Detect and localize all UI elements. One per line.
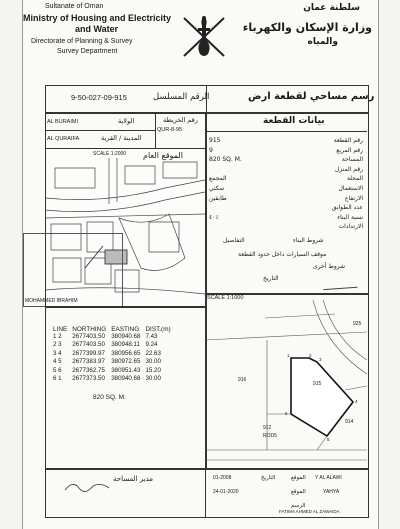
drawn-by-name: YAHYA	[323, 489, 340, 495]
detail-map-scale: SCALE 1:1000	[207, 295, 244, 301]
coordinates-table	[53, 326, 176, 383]
plot-data-label: المحلة	[346, 175, 363, 183]
plot-data-title: بيانات القطعة	[263, 116, 325, 126]
sig-date-2: 24-01-2020	[213, 489, 239, 495]
village-label: المدينة / القرية	[101, 134, 142, 142]
plot-data-label: رقم القطعة	[333, 137, 363, 144]
coord-header: NORTHING	[72, 326, 107, 333]
coord-cell: 2677383.97	[72, 358, 105, 366]
plot-main-number: 915	[313, 381, 322, 387]
coord-cell: 6 1	[53, 375, 62, 383]
coord-cell: 2677399.97	[72, 349, 105, 357]
coord-header: LINE	[53, 326, 68, 333]
coord-cell: 5 6	[53, 366, 62, 374]
plot-data-row	[209, 185, 363, 195]
coord-cell: 2677373.50	[72, 375, 105, 383]
vertex-6: 6	[285, 411, 288, 416]
date-label: التاريخ	[263, 275, 279, 282]
plot-data-value: 820 SQ. M.	[209, 156, 242, 164]
coord-header: EASTING	[111, 326, 140, 333]
ministry-ar-line1: وزارة الإسكان والكهرباء	[242, 21, 372, 34]
coord-cell: 1 2	[53, 333, 62, 340]
manager-signature-icon	[63, 478, 113, 494]
coord-cell: 380972.65	[111, 358, 141, 366]
owner-name: MOHAMMED IBRAHIM	[25, 298, 78, 304]
coord-header: DIST.(m)	[145, 326, 171, 333]
coordinates-area: 820 SQ. M.	[93, 394, 126, 401]
plot-data-value: ٤٠٪	[209, 213, 219, 221]
coord-cell: 380940.68	[111, 333, 141, 340]
plot-data-value: 9	[209, 146, 213, 154]
checked-by-name: Y AL ALAWI	[315, 475, 342, 481]
coord-cell: 22.63	[145, 349, 161, 357]
plot-ne-number: 925	[353, 321, 362, 327]
coord-cell: 380948.11	[111, 341, 140, 349]
sig-date-1: 01-2008	[213, 475, 232, 481]
coord-cell: 380951.43	[111, 366, 141, 374]
coord-row	[53, 341, 176, 349]
oman-khanjar-emblem-icon	[178, 10, 230, 62]
sig-label-3: الرسم	[291, 503, 306, 509]
plot-south-number: 912	[263, 425, 272, 431]
department-en: Survey Department	[57, 48, 118, 55]
directorate-en: Directorate of Planning & Survey	[31, 38, 133, 45]
plot-data-label: عدد الطوابق	[331, 204, 363, 212]
plot-east-number: 914	[345, 419, 354, 425]
plot-data-label: المساحة	[341, 156, 363, 164]
survey-manager-label: مدير المساحة	[113, 475, 154, 483]
plot-west-number: 916	[238, 377, 247, 383]
coord-cell: 30.00	[145, 358, 161, 366]
coord-row	[53, 367, 176, 375]
coord-cell: 30.00	[145, 375, 161, 383]
plot-data-label: الارتفاع	[344, 194, 363, 202]
survey-sheet	[22, 0, 379, 529]
ministry-ar-line2: والمياه	[307, 37, 338, 47]
plot-data-row	[209, 147, 363, 157]
plot-data-row	[209, 223, 363, 233]
coord-cell: 380940.68	[111, 375, 141, 383]
vertex-3: 3	[319, 357, 322, 362]
plot-data-label: الاستعمال	[338, 184, 363, 192]
general-location-title: الموقع العام	[143, 151, 183, 160]
plot-data-row	[209, 214, 363, 224]
vertex-5: 5	[327, 437, 330, 442]
plot-data-value: سكني	[209, 184, 225, 192]
coord-cell: 4 5	[53, 358, 62, 366]
vertex-2: 2	[309, 353, 312, 358]
vertex-1: 1	[287, 353, 290, 358]
country-ar: سلطنة عمان	[303, 3, 360, 13]
plot-data-value: طابقين	[209, 194, 227, 202]
small-map-scale: SCALE 1:2000	[93, 151, 127, 157]
plot-data-rows	[209, 137, 363, 233]
coord-row	[53, 333, 176, 341]
stamp-scribble	[323, 277, 358, 290]
serial-number: 9-50-027-09-915	[71, 93, 127, 102]
serial-label: الرقم المسلسل	[153, 92, 210, 102]
map-ref-value: QUR-8-95	[157, 127, 183, 133]
pasted-owner-slip	[23, 233, 123, 307]
detail-plot-drawing	[205, 300, 367, 468]
sheet-title: رسم مساحي لقطعة ارض	[248, 91, 375, 102]
plot-data-row	[209, 195, 363, 205]
coord-cell: 2677403.50	[72, 341, 105, 349]
coord-cell: 7.43	[145, 333, 158, 340]
coord-cell: 9.24	[145, 341, 158, 349]
parking-note: موقف السيارات داخل حدود القطعة	[238, 251, 327, 258]
build-conditions: شروط البناء	[293, 237, 324, 244]
plot-data-label: الارتدادات	[338, 223, 363, 231]
coord-row	[53, 358, 176, 366]
ministry-en-line1: Ministry of Housing and Electricity	[23, 13, 172, 23]
coord-cell: 15.20	[145, 366, 161, 374]
issued-by-name: FATIMA AHMED AL ZAWAIDA	[279, 509, 340, 514]
plot-data-label: نسبة البناء	[337, 213, 363, 221]
plot-south-road: ROD5	[263, 433, 277, 439]
plot-data-label: رقم المربع	[336, 146, 363, 154]
plot-data-row	[209, 137, 363, 147]
vertex-4: 4	[355, 399, 358, 404]
wilayat-value: AL BURAIMI	[47, 119, 78, 125]
other-conditions: شروط أخرى	[313, 263, 346, 270]
coord-cell: 380956.65	[111, 349, 141, 357]
coord-cell: 3 4	[53, 349, 62, 357]
plot-data-row	[209, 166, 363, 176]
country-en: Sultanate of Oman	[45, 3, 104, 10]
plot-data-row	[209, 204, 363, 214]
plot-data-value: 915	[209, 137, 221, 144]
map-ref-label: رقم الخريطة	[163, 116, 198, 124]
sig-label-2: الموقع	[291, 489, 306, 495]
wilayat-label: الولاية	[118, 117, 135, 125]
plot-data-row	[209, 175, 363, 185]
ministry-en-line2: and Water	[75, 24, 119, 34]
details-label: التفاصيل	[223, 237, 245, 244]
plot-data-label: رقم المنزل	[334, 165, 363, 173]
sig-date-label: التاريخ	[261, 475, 276, 481]
plot-data-value: المجمع	[209, 175, 227, 183]
coord-cell: 2677403.50	[72, 333, 105, 340]
coord-cell: 2 3	[53, 341, 62, 349]
coord-cell: 2677362.75	[72, 366, 105, 374]
sig-label-1: الموقع	[291, 475, 306, 481]
coord-row	[53, 350, 176, 358]
plot-data-row	[209, 156, 363, 166]
village-value: AL QURAIFA	[47, 136, 80, 142]
coord-row	[53, 375, 176, 383]
